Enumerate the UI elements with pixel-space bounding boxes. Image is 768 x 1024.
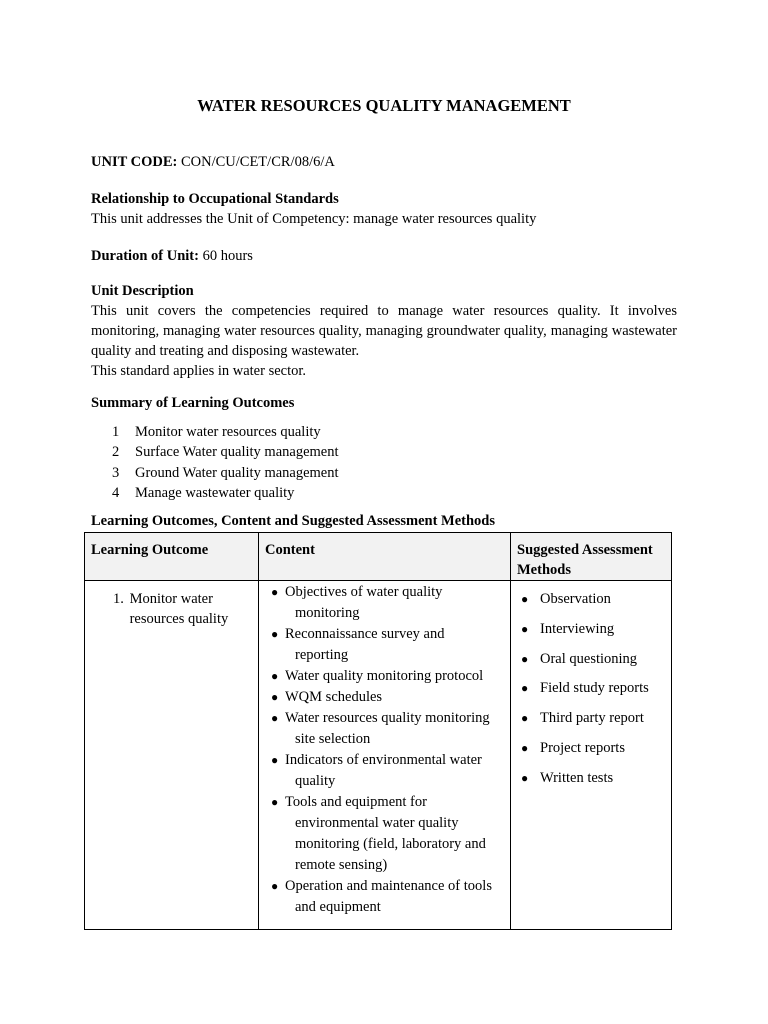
header-content: Content	[259, 533, 511, 581]
bullet-icon: ●	[521, 740, 529, 755]
bullet-icon: ●	[521, 681, 529, 696]
list-item: 4 Manage wastewater quality	[112, 484, 295, 501]
list-item: ● Objectives of water quality monitoring	[271, 584, 443, 621]
content-cell	[259, 581, 511, 930]
description-section	[91, 281, 677, 381]
unit-code	[91, 152, 677, 172]
list-item: ● Field study reports	[521, 680, 649, 697]
header-learning-outcome: Learning Outcome	[85, 533, 259, 581]
bullet-icon: ●	[521, 651, 529, 666]
relationship-text: This unit addresses the Unit of Competency: manage water resources quality	[91, 211, 537, 227]
outcome-number: 1.	[113, 591, 124, 607]
bullet-icon: ●	[271, 690, 279, 704]
table-caption: Learning Outcomes, Content and Suggested Assessment Methods	[91, 513, 496, 529]
duration	[91, 246, 677, 266]
unit-code-label: UNIT CODE:	[91, 154, 178, 170]
header-assessment-methods: Suggested Assessment Methods	[511, 533, 672, 581]
duration-label: Duration of Unit:	[91, 248, 199, 264]
list-item: ● Third party report	[521, 710, 644, 727]
learning-outcome-cell	[85, 581, 259, 930]
list-item: 2 Surface Water quality management	[112, 444, 339, 461]
list-item: ● Reconnaissance survey and reporting	[271, 626, 445, 663]
list-item: ● WQM schedules	[259, 687, 510, 708]
bullet-icon: ●	[521, 770, 529, 785]
description-text: This unit covers the competencies required to manage water resources quality. It involves monitoring, managing water resources quality, managing groundwater quality, managing wastewater quality and treating and disposing wastewater.	[91, 303, 677, 359]
description-text-2: This standard applies in water sector.	[91, 363, 307, 379]
list-item: ● Observation	[521, 591, 611, 607]
list-item: ● Indicators of environmental water quality	[271, 752, 482, 789]
list-item: ● Operation and maintenance of tools and equipment	[271, 878, 492, 915]
bullet-icon: ●	[271, 585, 279, 599]
bullet-icon: ●	[521, 621, 529, 636]
list-item: ● Water resources quality monitoring site selection	[271, 710, 490, 747]
bullet-icon: ●	[271, 795, 279, 809]
bullet-icon: ●	[271, 711, 279, 725]
page-title: WATER RESOURCES QUALITY MANAGEMENT	[197, 96, 571, 115]
assessment-cell	[511, 581, 672, 930]
list-item: ● Oral questioning	[521, 650, 638, 667]
unit-code-value: CON/CU/CET/CR/08/6/A	[180, 154, 335, 170]
description-heading: Unit Description	[91, 283, 194, 299]
bullet-icon: ●	[271, 879, 279, 893]
relationship-section	[91, 189, 677, 229]
bullet-icon: ●	[271, 627, 279, 641]
bullet-icon: ●	[521, 592, 529, 606]
list-item: 1 Monitor water resources quality	[112, 424, 321, 440]
list-item: ● Tools and equipment for environmental water quality monitoring (field, laboratory and remote sensing)	[271, 794, 486, 873]
list-item: ● Project reports	[521, 739, 625, 756]
summary-heading: Summary of Learning Outcomes	[91, 395, 295, 411]
list-item: 3 Ground Water quality management	[112, 464, 339, 481]
assessment-list	[511, 581, 671, 798]
list-item: ● Interviewing	[521, 620, 615, 637]
bullet-icon: ●	[521, 711, 529, 726]
duration-value: 60 hours	[202, 248, 253, 264]
bullet-icon: ●	[271, 753, 279, 767]
bullet-icon: ●	[271, 669, 279, 683]
list-item: ● Water quality monitoring protocol	[259, 666, 510, 687]
table-header-row	[85, 533, 672, 581]
relationship-heading: Relationship to Occupational Standards	[91, 191, 339, 207]
outcome-text: Monitor water resources quality	[129, 591, 229, 627]
summary-list	[91, 422, 677, 503]
outcomes-table	[84, 532, 672, 930]
list-item: ● Written tests	[521, 769, 614, 786]
table-row	[85, 581, 672, 930]
content-list	[259, 582, 510, 918]
